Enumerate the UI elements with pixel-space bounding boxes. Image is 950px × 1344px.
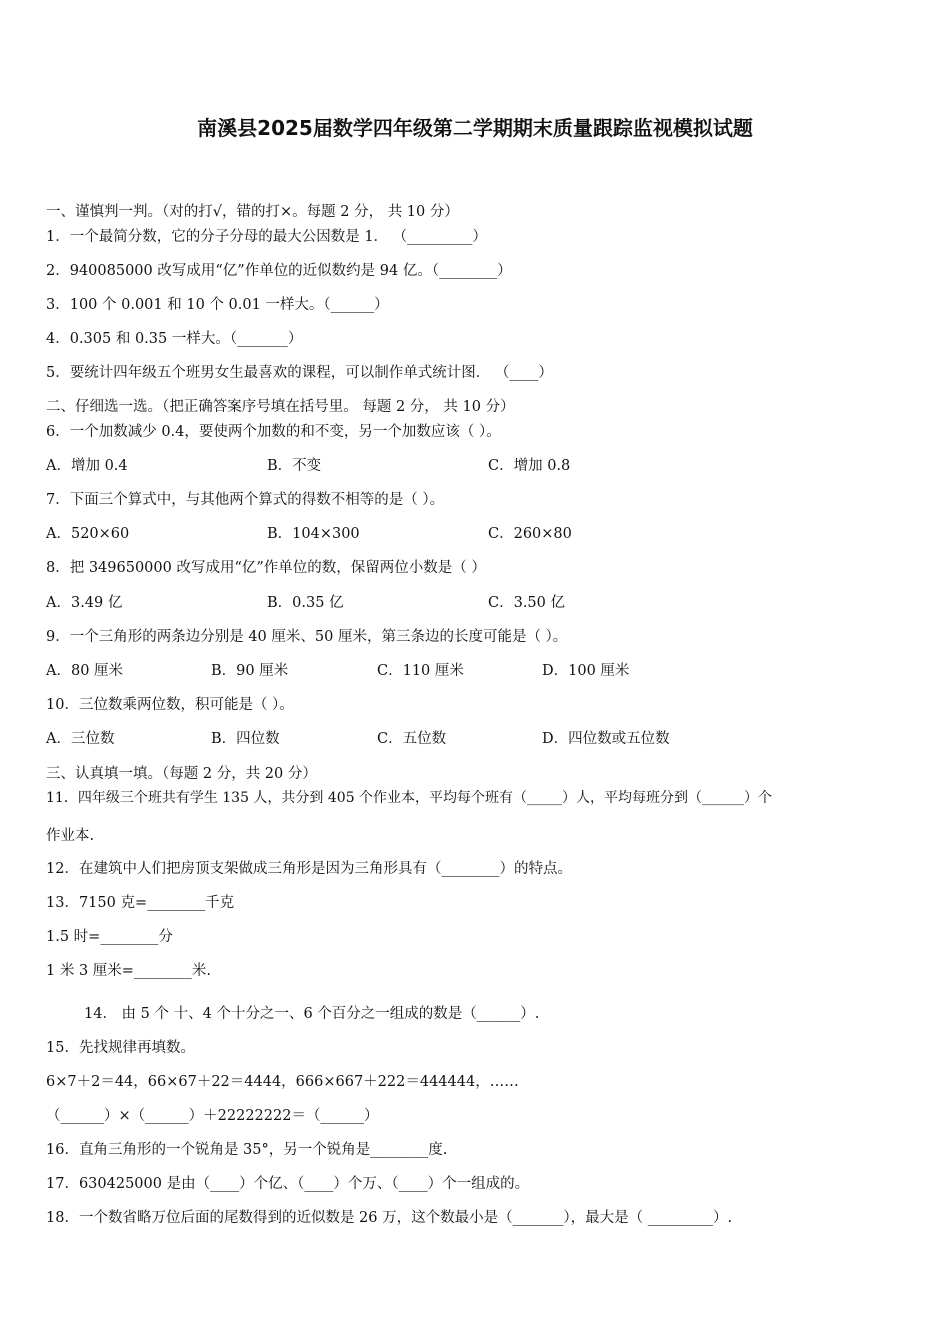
question-17: 17．630425000 是由（____）个亿、（____）个万、（____）个一组成的。 [46, 1176, 530, 1192]
q7-option-a: A．520×60 [46, 526, 130, 542]
q6-option-a: A．增加 0.4 [46, 458, 128, 474]
question-7: 7．下面三个算式中，与其他两个算式的得数不相等的是（ ）。 [46, 492, 445, 508]
q10-option-d: D．四位数或五位数 [542, 731, 670, 747]
question-4: 4．0.305 和 0.35 一样大。（_______） [46, 331, 303, 347]
q6-option-b: B．不变 [267, 458, 322, 474]
question-5: 5．要统计四年级五个班男女生最喜欢的课程，可以制作单式统计图． （____） [46, 365, 553, 381]
section-heading-1: 一、谨慎判一判。（对的打√，错的打×。每题 2 分， 共 10 分） [46, 204, 459, 220]
question-9: 9．一个三角形的两条边分别是 40 厘米、50 厘米，第三条边的长度可能是（ ）。 [46, 629, 568, 645]
q9-option-d: D．100 厘米 [542, 663, 630, 679]
question-2: 2．940085000 改写成用“亿”作单位的近似数约是 94 亿。（________） [46, 263, 512, 279]
question-15-pattern: 6×7＋2＝44，66×67＋22＝4444，666×667＋222＝444444，…… [46, 1074, 519, 1090]
question-6: 6．一个加数减少 0.4，要使两个加数的和不变，另一个加数应该（ ）。 [46, 424, 501, 440]
q7-option-b: B．104×300 [267, 526, 360, 542]
question-13-part-2: 1.5 时=________分 [46, 929, 173, 945]
question-15: 15．先找规律再填数。 [46, 1040, 195, 1056]
question-18: 18．一个数省略万位后面的尾数得到的近似数是 26 万，这个数最小是（_______），最大是（ _________）. [46, 1210, 733, 1226]
q9-option-b: B．90 厘米 [211, 663, 289, 679]
section-heading-3: 三、认真填一填。（每题 2 分，共 20 分） [46, 766, 317, 782]
question-16: 16．直角三角形的一个锐角是 35°，另一个锐角是________度. [46, 1142, 448, 1158]
question-3: 3．100 个 0.001 和 10 个 0.01 一样大。（______） [46, 297, 389, 313]
q10-option-c: C．五位数 [377, 731, 447, 747]
q8-option-c: C．3.50 亿 [488, 595, 565, 611]
section-heading-2: 二、仔细选一选。（把正确答案序号填在括号里。 每题 2 分， 共 10 分） [46, 399, 515, 415]
question-14: 14． 由 5 个 十、4 个十分之一、6 个百分之一组成的数是（______）. [84, 1006, 540, 1022]
question-12: 12．在建筑中人们把房顶支架做成三角形是因为三角形具有（________）的特点。 [46, 861, 572, 877]
question-8: 8．把 349650000 改写成用“亿”作单位的数，保留两位小数是（ ） [46, 560, 486, 576]
page-title: 南溪县2025届数学四年级第二学期期末质量跟踪监视模拟试题 [197, 116, 753, 140]
question-13-part-1: 13．7150 克=________千克 [46, 895, 235, 911]
q10-option-a: A．三位数 [46, 731, 115, 747]
q8-option-b: B．0.35 亿 [267, 595, 344, 611]
question-15-blank: （______）×（______）＋22222222＝（______） [46, 1108, 379, 1124]
question-13-part-3: 1 米 3 厘米=________米. [46, 963, 212, 979]
question-1: 1．一个最简分数，它的分子分母的最大公因数是 1． （_________） [46, 229, 487, 245]
question-10: 10．三位数乘两位数，积可能是（ ）。 [46, 697, 294, 713]
q8-option-a: A．3.49 亿 [46, 595, 123, 611]
q9-option-c: C．110 厘米 [377, 663, 464, 679]
q10-option-b: B．四位数 [211, 731, 280, 747]
question-11-line-1: 11．四年级三个班共有学生 135 人，共分到 405 个作业本，平均每个班有（_____）人，平均每班分到（______）个 [46, 790, 773, 806]
question-11-line-2: 作业本. [46, 828, 95, 844]
q6-option-c: C．增加 0.8 [488, 458, 571, 474]
q9-option-a: A．80 厘米 [46, 663, 124, 679]
q7-option-c: C．260×80 [488, 526, 572, 542]
